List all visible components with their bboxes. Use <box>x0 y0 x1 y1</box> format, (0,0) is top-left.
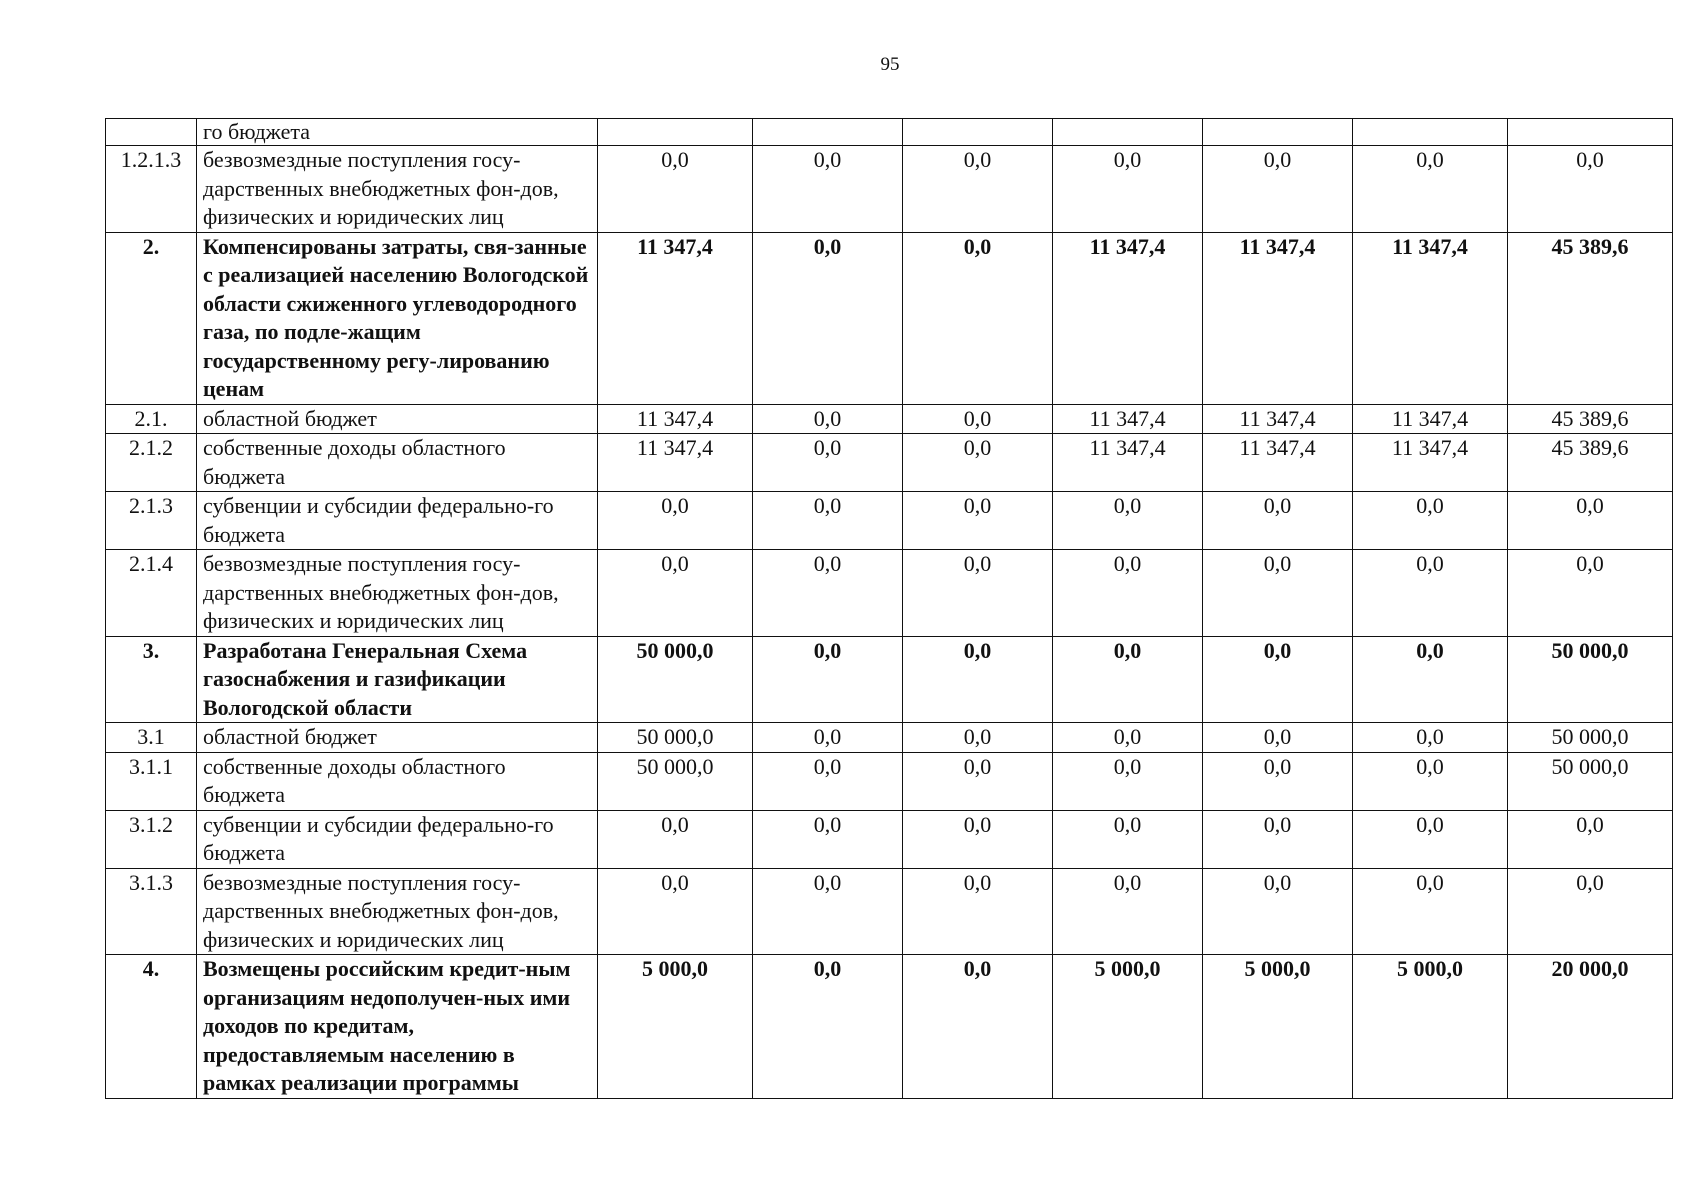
value-cell-1: 0,0 <box>598 146 753 233</box>
table-row <box>106 404 1673 434</box>
value-cell-5: 11 347,4 <box>1203 404 1353 434</box>
row-number-cell <box>106 119 197 146</box>
table-row <box>106 492 1673 550</box>
value-cell-5: 11 347,4 <box>1203 434 1353 492</box>
value-cell-6: 0,0 <box>1353 492 1508 550</box>
value-cell-5: 0,0 <box>1203 492 1353 550</box>
row-number-cell: 3.1.3 <box>106 868 197 955</box>
value-cell-3 <box>903 119 1053 146</box>
value-cell-7: 0,0 <box>1508 810 1673 868</box>
value-cell-5: 0,0 <box>1203 550 1353 637</box>
value-cell-2: 0,0 <box>753 868 903 955</box>
value-cell-5: 5 000,0 <box>1203 955 1353 1099</box>
value-cell-3: 0,0 <box>903 232 1053 404</box>
value-cell-4: 0,0 <box>1053 550 1203 637</box>
table-row <box>106 550 1673 637</box>
value-cell-7: 0,0 <box>1508 146 1673 233</box>
value-cell-7: 50 000,0 <box>1508 636 1673 723</box>
value-cell-2: 0,0 <box>753 404 903 434</box>
table-row <box>106 955 1673 1099</box>
row-number-cell: 2.1.2 <box>106 434 197 492</box>
value-cell-6: 0,0 <box>1353 868 1508 955</box>
table-row <box>106 723 1673 753</box>
table-row <box>106 146 1673 233</box>
value-cell-7: 0,0 <box>1508 868 1673 955</box>
row-description-cell: безвозмездные поступления госу-дарственных внебюджетных фон-дов, физических и юридических лиц <box>197 550 598 637</box>
value-cell-6: 0,0 <box>1353 723 1508 753</box>
row-number-cell: 1.2.1.3 <box>106 146 197 233</box>
table-row <box>106 636 1673 723</box>
value-cell-4: 5 000,0 <box>1053 955 1203 1099</box>
value-cell-4: 0,0 <box>1053 146 1203 233</box>
value-cell-7: 20 000,0 <box>1508 955 1673 1099</box>
value-cell-4: 0,0 <box>1053 810 1203 868</box>
value-cell-2: 0,0 <box>753 636 903 723</box>
value-cell-4 <box>1053 119 1203 146</box>
value-cell-4: 0,0 <box>1053 752 1203 810</box>
value-cell-7: 0,0 <box>1508 492 1673 550</box>
value-cell-3: 0,0 <box>903 434 1053 492</box>
value-cell-5 <box>1203 119 1353 146</box>
value-cell-4: 0,0 <box>1053 868 1203 955</box>
value-cell-6: 0,0 <box>1353 810 1508 868</box>
value-cell-2: 0,0 <box>753 492 903 550</box>
row-number-cell: 2.1. <box>106 404 197 434</box>
value-cell-6: 0,0 <box>1353 550 1508 637</box>
value-cell-1 <box>598 119 753 146</box>
value-cell-1: 50 000,0 <box>598 636 753 723</box>
value-cell-6: 0,0 <box>1353 752 1508 810</box>
value-cell-5: 0,0 <box>1203 636 1353 723</box>
row-description-cell: Разработана Генеральная Схема газоснабжения и газификации Вологодской области <box>197 636 598 723</box>
table-row <box>106 752 1673 810</box>
value-cell-6: 11 347,4 <box>1353 404 1508 434</box>
value-cell-6: 11 347,4 <box>1353 232 1508 404</box>
page-number: 95 <box>880 54 900 75</box>
value-cell-4: 11 347,4 <box>1053 404 1203 434</box>
value-cell-3: 0,0 <box>903 723 1053 753</box>
row-description-cell: Возмещены российским кредит-ным организациям недополучен-ных ими доходов по кредитам, предоставляемым населению в рамках реализации программы <box>197 955 598 1099</box>
value-cell-2: 0,0 <box>753 550 903 637</box>
row-number-cell: 2.1.3 <box>106 492 197 550</box>
value-cell-4: 0,0 <box>1053 492 1203 550</box>
row-description-cell: Компенсированы затраты, свя-занные с реализацией населению Вологодской области сжиженного углеводородного газа, по подле-жащим государственному регу-лированию ценам <box>197 232 598 404</box>
value-cell-5: 0,0 <box>1203 752 1353 810</box>
value-cell-7: 45 389,6 <box>1508 404 1673 434</box>
value-cell-1: 0,0 <box>598 868 753 955</box>
row-number-cell: 4. <box>106 955 197 1099</box>
value-cell-7 <box>1508 119 1673 146</box>
budget-table <box>105 118 1673 1099</box>
value-cell-2: 0,0 <box>753 752 903 810</box>
value-cell-1: 5 000,0 <box>598 955 753 1099</box>
value-cell-3: 0,0 <box>903 146 1053 233</box>
row-number-cell: 3.1 <box>106 723 197 753</box>
value-cell-1: 50 000,0 <box>598 723 753 753</box>
value-cell-7: 50 000,0 <box>1508 752 1673 810</box>
row-description-cell: собственные доходы областного бюджета <box>197 752 598 810</box>
value-cell-1: 11 347,4 <box>598 232 753 404</box>
value-cell-2 <box>753 119 903 146</box>
row-number-cell: 3.1.2 <box>106 810 197 868</box>
value-cell-3: 0,0 <box>903 404 1053 434</box>
row-description-cell: субвенции и субсидии федерально-го бюджета <box>197 492 598 550</box>
value-cell-6: 11 347,4 <box>1353 434 1508 492</box>
value-cell-5: 0,0 <box>1203 868 1353 955</box>
row-number-cell: 3.1.1 <box>106 752 197 810</box>
row-description-cell: безвозмездные поступления госу-дарственных внебюджетных фон-дов, физических и юридических лиц <box>197 868 598 955</box>
value-cell-2: 0,0 <box>753 723 903 753</box>
table-row <box>106 119 1673 146</box>
value-cell-6: 5 000,0 <box>1353 955 1508 1099</box>
row-description-cell: собственные доходы областного бюджета <box>197 434 598 492</box>
row-description-cell: безвозмездные поступления госу-дарственных внебюджетных фон-дов, физических и юридических лиц <box>197 146 598 233</box>
value-cell-1: 11 347,4 <box>598 404 753 434</box>
value-cell-7: 50 000,0 <box>1508 723 1673 753</box>
value-cell-3: 0,0 <box>903 636 1053 723</box>
value-cell-6: 0,0 <box>1353 146 1508 233</box>
row-description-cell: го бюджета <box>197 119 598 146</box>
value-cell-2: 0,0 <box>753 810 903 868</box>
value-cell-3: 0,0 <box>903 955 1053 1099</box>
value-cell-1: 50 000,0 <box>598 752 753 810</box>
value-cell-7: 0,0 <box>1508 550 1673 637</box>
value-cell-3: 0,0 <box>903 868 1053 955</box>
value-cell-6: 0,0 <box>1353 636 1508 723</box>
value-cell-3: 0,0 <box>903 752 1053 810</box>
value-cell-1: 0,0 <box>598 550 753 637</box>
value-cell-3: 0,0 <box>903 492 1053 550</box>
value-cell-4: 11 347,4 <box>1053 434 1203 492</box>
value-cell-4: 0,0 <box>1053 723 1203 753</box>
value-cell-1: 0,0 <box>598 492 753 550</box>
table-row <box>106 434 1673 492</box>
value-cell-7: 45 389,6 <box>1508 232 1673 404</box>
value-cell-1: 11 347,4 <box>598 434 753 492</box>
table-row <box>106 810 1673 868</box>
value-cell-5: 0,0 <box>1203 146 1353 233</box>
value-cell-2: 0,0 <box>753 434 903 492</box>
row-number-cell: 3. <box>106 636 197 723</box>
value-cell-3: 0,0 <box>903 550 1053 637</box>
row-number-cell: 2.1.4 <box>106 550 197 637</box>
value-cell-2: 0,0 <box>753 232 903 404</box>
value-cell-4: 11 347,4 <box>1053 232 1203 404</box>
row-description-cell: областной бюджет <box>197 723 598 753</box>
value-cell-5: 0,0 <box>1203 723 1353 753</box>
table-row <box>106 868 1673 955</box>
table-row <box>106 232 1673 404</box>
value-cell-4: 0,0 <box>1053 636 1203 723</box>
value-cell-6 <box>1353 119 1508 146</box>
value-cell-5: 11 347,4 <box>1203 232 1353 404</box>
value-cell-1: 0,0 <box>598 810 753 868</box>
value-cell-7: 45 389,6 <box>1508 434 1673 492</box>
value-cell-5: 0,0 <box>1203 810 1353 868</box>
row-description-cell: областной бюджет <box>197 404 598 434</box>
row-description-cell: субвенции и субсидии федерально-го бюджета <box>197 810 598 868</box>
row-number-cell: 2. <box>106 232 197 404</box>
value-cell-3: 0,0 <box>903 810 1053 868</box>
value-cell-2: 0,0 <box>753 146 903 233</box>
value-cell-2: 0,0 <box>753 955 903 1099</box>
